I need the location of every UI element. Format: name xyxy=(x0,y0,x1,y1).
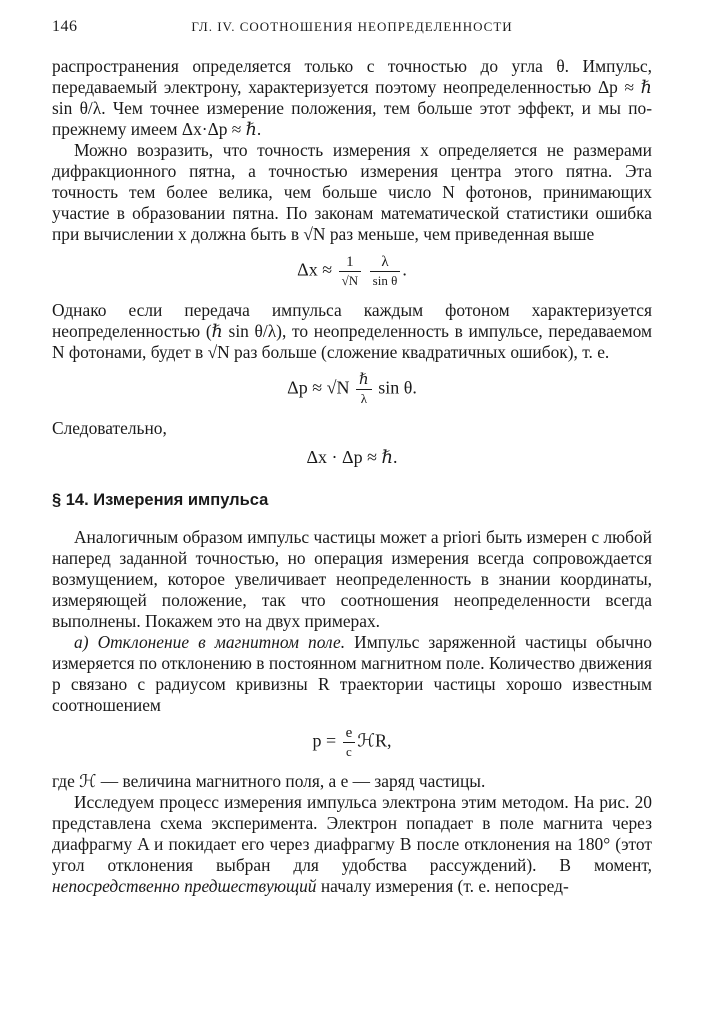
section-title: § 14. Измерения импульса xyxy=(52,491,269,509)
paragraph: Однако если передача импульса каждым фотоном характеризуется неопределенностью (ℏ sin θ/λ), то неопределенность в импульсе, передаваемом N фотонами, будет в √N раз больше (сложение квадратичных ошибок), т. е. xyxy=(52,300,652,362)
equation-momentum xyxy=(52,724,652,761)
fraction-numerator: ℏ xyxy=(356,371,372,390)
paragraph: распространения определяется только с точностью до угла θ. Импульс, передаваемый электрону, характеризуется поэтому неопределенностью Δp ≈ ℏ sin θ/λ. Чем точнее измерение положения, тем больше этот эффект, и мы по-прежнему имеем Δx·Δp ≈ ℏ. xyxy=(52,56,652,139)
eq-lhs: Δx ≈ xyxy=(297,259,333,280)
eq-lhs: Δp ≈ √N xyxy=(287,377,350,398)
eq-tail: ℋR, xyxy=(357,730,392,751)
paragraph-text-end: началу измерения (т. е. непосред- xyxy=(320,876,569,896)
paragraph: Аналогичным образом импульс частицы может a priori быть измерен с любой наперед заданной точностью, но операция измерения всегда сопровождается возмущением, которое увеличивает неопределенность в знании координаты, измеряющей положение, так что соотношения неопределенности всегда выполнены. Покажем это на двух примерах. xyxy=(52,527,652,631)
paragraph-text: Исследуем процесс измерения импульса электрона этим методом. На рис. 20 представлена схема эксперимента. Электрон попадает в поле магнита через диафрагму A и покидает его через диафрагму B после отклонения на 180° (этот угол отклонения выбран для удобства рассуждений). В момент, xyxy=(52,792,652,875)
paragraph xyxy=(52,632,652,716)
equation-uncertainty: Δx · Δp ≈ ℏ. xyxy=(306,447,398,467)
fraction-denominator: sin θ xyxy=(372,273,398,288)
page-header xyxy=(52,14,652,38)
running-title: ГЛ. IV. СООТНОШЕНИЯ НЕОПРЕДЕЛЕННОСТИ xyxy=(191,19,513,34)
fraction-numerator: 1 xyxy=(339,253,362,272)
eq-tail: . xyxy=(402,259,407,280)
fraction xyxy=(356,371,372,408)
fraction xyxy=(370,253,401,290)
fraction-denominator: λ xyxy=(360,391,367,406)
equation-delta-p xyxy=(52,371,652,408)
fraction-denominator: √N xyxy=(341,273,359,288)
fraction xyxy=(343,724,356,761)
eq-tail: sin θ. xyxy=(378,377,417,398)
paragraph: Можно возразить, что точность измерения x определяется не размерами дифракционного пятна, а точностью измерения центра этого пятна. Эта точность тем более велика, чем больше число N фотонов, принимающих участие в образовании пятна. По законам математической статистики ошибка при вычислении x должна быть в √N раз меньше, чем приведенная выше xyxy=(52,140,652,244)
paragraph-text: Импульс заряженной частицы обычно измеряется по отклонению в постоянном магнитном поле. Количество движения p связано с радиусом кривизны R траектории частицы хорошо известным соотношением xyxy=(52,632,652,715)
page-body xyxy=(52,56,652,897)
equation-delta-x xyxy=(52,253,652,290)
fraction-denominator: c xyxy=(346,744,352,759)
paragraph: где ℋ — величина магнитного поля, а e — заряд частицы. xyxy=(52,771,486,791)
paragraph xyxy=(52,792,652,897)
eq-lhs: p = xyxy=(312,730,337,751)
fraction xyxy=(339,253,362,290)
italic-phrase: непосредственно предшествующий xyxy=(52,876,317,896)
fraction-numerator: λ xyxy=(370,253,401,272)
italic-lead: а) Отклонение в магнитном поле. xyxy=(74,632,346,652)
fraction-numerator: e xyxy=(343,724,356,743)
book-page xyxy=(52,14,652,897)
page-number: 146 xyxy=(52,18,78,35)
paragraph: Следовательно, xyxy=(52,418,167,438)
